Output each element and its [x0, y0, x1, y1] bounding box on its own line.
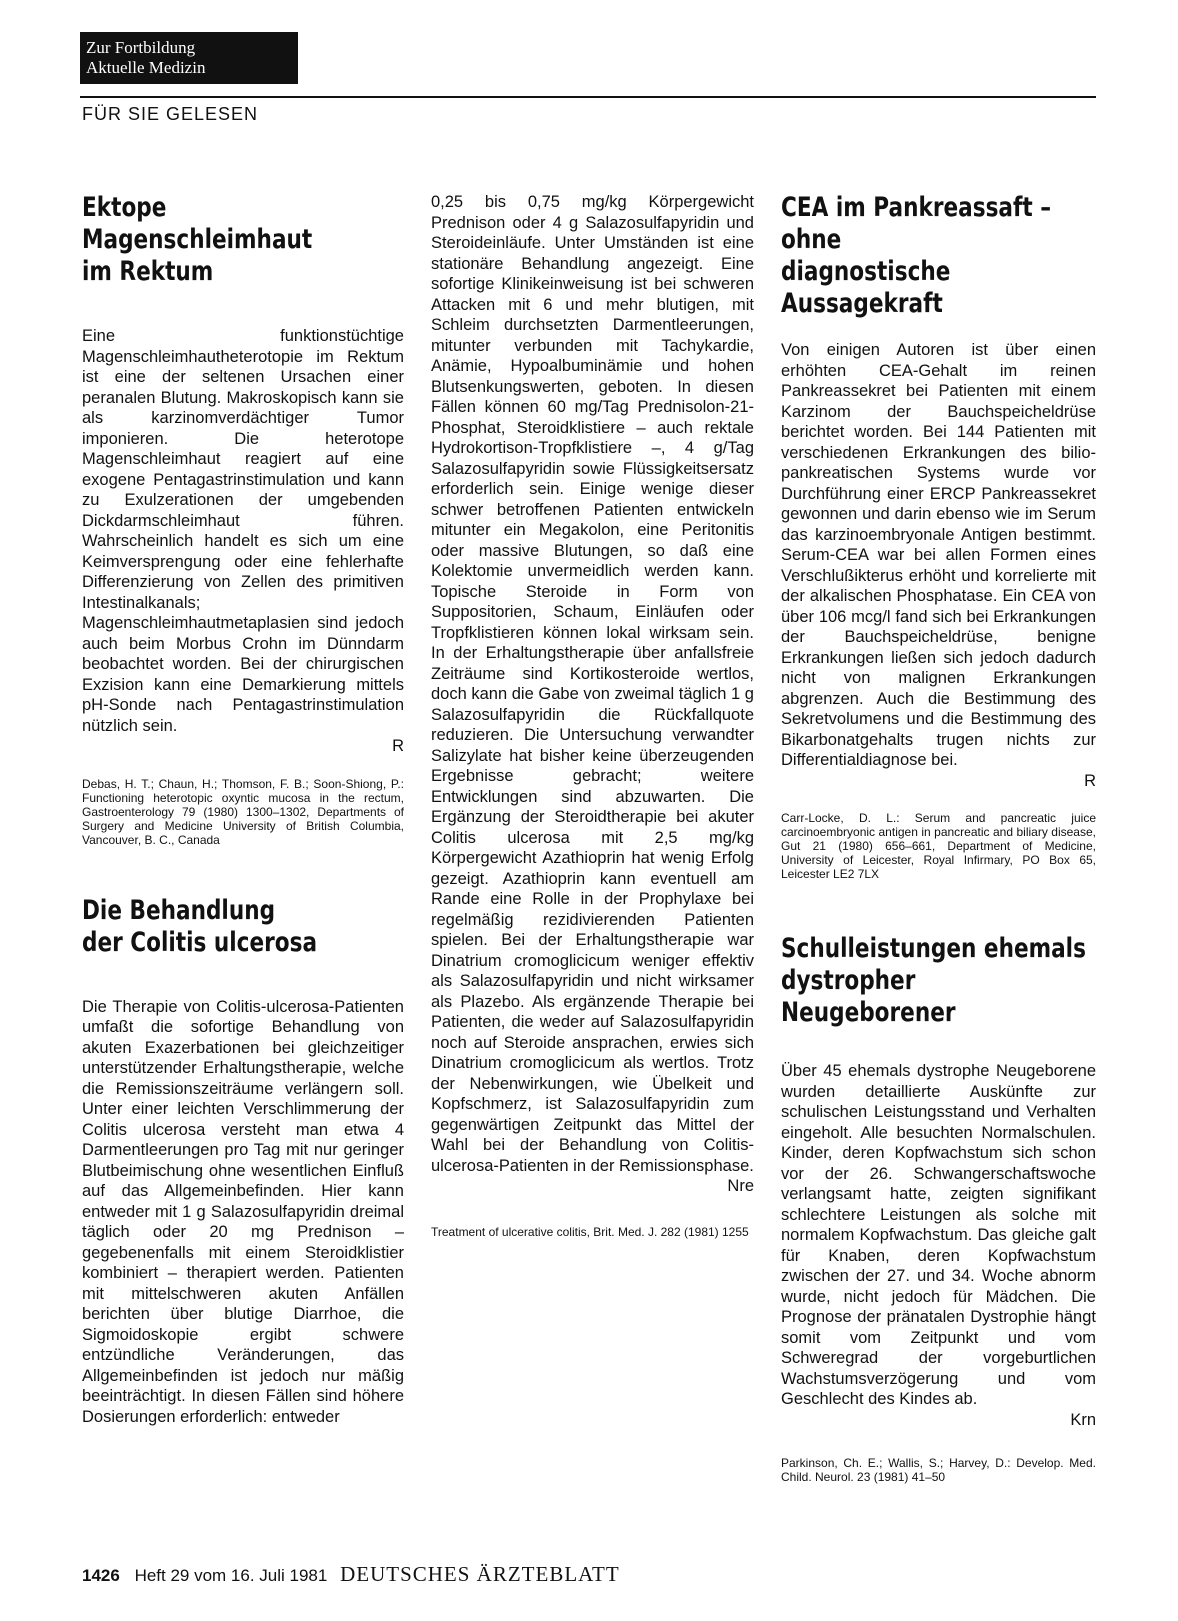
article-3-title-line-2: diagnostische Aussagekraft — [781, 256, 951, 319]
article-4-title-line-1: Schulleistungen ehemals — [781, 933, 1086, 964]
page-number: 1426 — [82, 1566, 120, 1585]
article-2-body-part-1: Die Therapie von Colitis-ulcerosa-Patienten umfaßt die sofortige Behandlung von akuten Exazerbationen bei gleichzeitiger unterstützender Erhaltungstherapie, welche die Remissionszeiträume verlängern soll. Unter einer leichten Verschlimmerung der Colitis ulcerosa versteht man etwa 4 Darmentleerungen pro Tag mit nur geringer Blutbeimischung ohne wesentlichen Einfluß auf das Allgemeinbefinden. Hier kann entweder mit 1 g Salazosulfapyridin dreimal täglich oder 20 mg Prednison – gegebenenfalls mit einem Steroidklistier kombiniert – therapiert werden. Patienten mit mittelschweren akuten Anfällen berichten über blutige Diarrhoe, die Sigmoidoskopie ergibt schwere entzündliche Veränderungen, das Allgemeinbefinden ist jedoch nur mäßig beeinträchtigt. In diesen Fällen sind höhere Dosierungen erforderlich: entweder — [82, 997, 404, 1426]
rubric-line-2: Aktuelle Medizin — [86, 58, 206, 77]
column-2 — [431, 192, 754, 1239]
article-4-reference: Parkinson, Ch. E.; Wallis, S.; Harvey, D.: Develop. Med. Child. Neurol. 23 (1981) 41–50 — [781, 1456, 1096, 1484]
rubric-box — [80, 32, 298, 84]
article-2-body-part-2: 0,25 bis 0,75 mg/kg Körpergewicht Prednison oder 4 g Salazosulfapyridin und Steroideinläufe. Unter Umständen ist eine stationäre Behandlung angezeigt. Eine sofortige Klinikeinweisung ist bei schweren Attacken mit 6 und mehr blutigen, mit Schleim durchsetzten Darmentleerungen, mitunter verbunden mit Tachykardie, Anämie, Hypoalbuminämie und hohen Blutsenkungswerten, geboten. In diesen Fällen können 60 mg/Tag Prednisolon-21-Phosphat, Steroidklistiere – auch rektale Hydrokortison-Tropfklistiere –, 4 g/Tag Salazosulfapyridin sowie Flüssigkeitsersatz erforderlich sein. Einige wenige dieser schwer betroffenen Patienten entwickeln mitunter ein Megakolon, eine Peritonitis oder massive Blutungen, so daß eine Kolektomie unvermeidlich werden kann. Topische Steroide in Form von Suppositorien, Schaum, Einläufen oder Tropfklistieren können lokal wirksam sein. In der Erhaltungstherapie über anfallsfreie Zeiträume sind Kortikosteroide wertlos, doch kann die Gabe von zweimal täglich 1 g Salazosulfapyridin die Rückfallquote reduzieren. Die Untersuchung verwandter Salizylate hat bisher keine überzeugenden Ergebnisse gebracht; weitere Entwicklungen sind abzuwarten. Die Ergänzung der Steroidtherapie bei akuter Colitis ulcerosa mit 2,5 mg/kg Körpergewicht Azathioprin hat wenig Erfolg gezeigt. Azathioprin kann eventuell am Rande eine Rolle in der Prophylaxe bei regelmäßig rezidivierenden Patienten spielen. Bei der Erhaltungstherapie war Dinatrium cromoglicicum weniger effektiv als Salazosulfapyridin und nicht wirksamer als Plazebo. Als ergänzende Therapie bei Patienten, die weder auf Salazosulfapyridin noch auf Steroide ansprachen, erwies sich Dinatrium cromoglicicum als wertlos. Trotz der Nebenwirkungen, wie Übelkeit und Kopfschmerz, ist Salazosulfapyridin zum gegenwärtigen Zeitpunkt das Mittel der Wahl bei der Behandlung von Colitis-ulcerosa-Patienten in der Remissionsphase. Nre — [431, 193, 754, 1195]
article-1-title-line-1: Ektope Magenschleimhaut — [82, 192, 313, 255]
article-3-title — [781, 192, 1096, 320]
article-1-title — [82, 192, 404, 288]
article-1-body: Eine funktionstüchtige Magenschleimhautheterotopie im Rektum ist eine der seltenen Ursachen einer peranalen Blutung. Makroskopisch kann sie als karzinomverdächtiger Tumor imponieren. Die heterotope Magenschleimhaut reagiert auf eine exogene Pentagastrinstimulation und kann zu Exulzerationen der umgebenden Dickdarmschleimhaut führen. Wahrscheinlich handelt es sich um eine Keimversprengung oder eine fehlerhafte Differenzierung von Zellen des primitiven Intestinalkanals; Magenschleimhautmetaplasien sind jedoch auch beim Morbus Crohn im Dünndarm beobachtet worden. Bei der chirurgischen Exzision kann eine Demarkierung mittels pH-Sonde nach Pentagastrinstimulation nützlich sein. R — [82, 327, 404, 755]
article-1-reference: Debas, H. T.; Chaun, H.; Thomson, F. B.; Soon-Shiong, P.: Functioning heterotopic oxyntic mucosa in the rectum, Gastroenterology 79 (1980) 1300–1302, Departments of Surgery and Medicine University of British Columbia, Vancouver, B. C., Canada — [82, 776, 404, 847]
column-3 — [781, 192, 1096, 1484]
article-2-title-line-1: Die Behandlung — [82, 894, 276, 926]
article-2-title — [82, 895, 404, 959]
article-1-signature: R — [392, 737, 404, 755]
article-4-signature: Krn — [1070, 1410, 1096, 1429]
rubric-line-1: Zur Fortbildung — [86, 38, 196, 57]
article-2-title-line-2: der Colitis ulcerosa — [82, 926, 318, 958]
issue-info: Heft 29 vom 16. Juli 1981 — [134, 1566, 328, 1585]
journal-name: DEUTSCHES ÄRZTEBLATT — [340, 1562, 620, 1586]
article-4-title — [781, 933, 1096, 1029]
article-4-body: Über 45 ehemals dystrophe Neugeborene wurden detaillierte Auskünfte zur schulischen Leistungsstand und Verhalten eingeholt. Alle besuchten Normalschulen. Kinder, deren Kopfwachstum sich schon vor der 26. Schwangerschaftswoche verlangsamt hatte, zeigten signifikant schlechtere Leistungen als solche mit normalem Kopfwachstum. Das gleiche galt für Knaben, deren Kopfwachstum zwischen der 27. und 34. Woche abnorm wurde, nicht jedoch für Mädchen. Die Prognose der pränatalen Dystrophie hängt somit vom Zeitpunkt und vom Schweregrad der vorgeburtlichen Wachstumsverzögerung und vom Geschlecht des Kindes ab. Krn — [781, 1062, 1096, 1429]
page-footer — [82, 1562, 620, 1587]
article-1-title-line-2: im Rektum — [82, 256, 214, 287]
article-3-body: Von einigen Autoren ist über einen erhöhten CEA-Gehalt im reinen Pankreassekret bei Patienten mit einem Karzinom der Bauchspeicheldrüse berichtet worden. Bei 144 Patienten mit verschiedenen Erkrankungen des bilio-pankreatischen Systems wurde vor Durchführung einer ERCP Pankreassekret gewonnen und darin ebenso wie im Serum das karzinoembryonale Antigen bestimmt. Serum-CEA war bei allen Formen eines Verschlußikterus erhöht und korrelierte mit der alkalischen Phosphatase. Ein CEA von über 106 mcg/l fand sich bei Erkrankungen der Bauchspeicheldrüse, benigne Erkrankungen ließen sich jedoch dadurch nicht von malignen Erkrankungen abgrenzen. Auch die Bestimmung des Sekretvolumens und die Bestimmung des Bikarbonatgehalts trugen nichts zur Differentialdiagnose bei. R — [781, 341, 1096, 790]
column-1 — [82, 192, 404, 1427]
article-4-title-line-2: dystropher Neugeborener — [781, 965, 956, 1028]
section-label: FÜR SIE GELESEN — [82, 104, 259, 124]
article-2-signature: Nre — [727, 1177, 754, 1195]
header-rule — [80, 96, 1096, 98]
article-3-signature: R — [1084, 771, 1096, 790]
article-2-reference: Treatment of ulcerative colitis, Brit. Med. J. 282 (1981) 1255 — [431, 1224, 749, 1239]
article-3-reference: Carr-Locke, D. L.: Serum and pancreatic juice carcinoembryonic antigen in pancreatic and biliary disease, Gut 21 (1980) 656–661, Department of Medicine, University of Leicester, Royal Infirmary, PO Box 65, Leicester LE2 7LX — [781, 811, 1096, 881]
article-3-title-line-1: CEA im Pankreassaft – ohne — [781, 192, 1052, 255]
